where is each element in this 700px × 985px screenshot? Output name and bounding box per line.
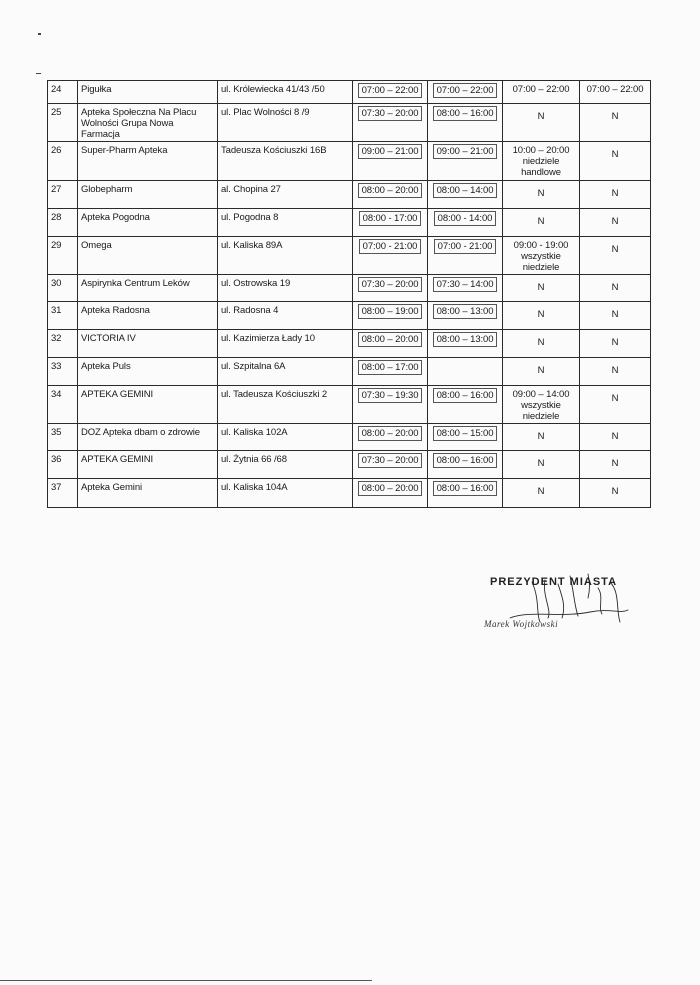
pharmacy-address: ul. Ostrowska 19	[221, 278, 291, 289]
weekday-hours-cell	[353, 358, 428, 386]
row-number: 35	[51, 427, 62, 438]
sunday-special-hours-cell	[503, 330, 580, 358]
sunday-special-hours-cell	[503, 181, 580, 209]
pharmacy-address-cell	[218, 358, 353, 386]
table-row	[48, 237, 651, 275]
row-number: 26	[51, 145, 62, 156]
saturday-hours: 07:00 – 22:00	[433, 83, 498, 98]
pharmacy-address: ul. Królewiecka 41/43 /50	[221, 84, 325, 95]
row-number: 30	[51, 278, 62, 289]
saturday-hours-cell	[428, 81, 503, 104]
pharmacy-name: VICTORIA IV	[81, 333, 136, 344]
pharmacy-name-cell	[78, 142, 218, 181]
sunday-hours: N	[611, 282, 619, 293]
pharmacy-address: ul. Szpitalna 6A	[221, 361, 286, 372]
saturday-hours-cell	[428, 275, 503, 302]
pharmacy-address: ul. Kaliska 104A	[221, 482, 288, 493]
sunday-hours-cell	[580, 424, 651, 451]
table-row	[48, 81, 651, 104]
pharmacy-name-cell	[78, 330, 218, 358]
pharmacy-address: ul. Radosna 4	[221, 305, 279, 316]
pharmacy-name-cell	[78, 358, 218, 386]
row-number: 33	[51, 361, 62, 372]
sunday-hours-cell	[580, 451, 651, 479]
pharmacy-name-cell	[78, 81, 218, 104]
sunday-special-hours: N	[537, 111, 545, 122]
saturday-hours: 07:00 - 21:00	[434, 239, 497, 254]
weekday-hours-cell	[353, 330, 428, 358]
pharmacy-hours-table	[47, 80, 651, 508]
sunday-special-hours: 07:00 – 22:00	[512, 84, 570, 95]
pharmacy-name: Pigułka	[81, 84, 112, 95]
table-row	[48, 142, 651, 181]
weekday-hours: 07:30 – 19:30	[358, 388, 423, 403]
sunday-special-hours: N	[537, 188, 545, 199]
weekday-hours-cell	[353, 275, 428, 302]
weekday-hours: 08:00 – 20:00	[358, 183, 423, 198]
signature-stamp	[470, 552, 660, 642]
saturday-hours-cell	[428, 358, 503, 386]
stamp-title: PREZYDENT MIASTA	[490, 576, 618, 588]
sunday-hours-cell	[580, 479, 651, 508]
sunday-hours: N	[611, 365, 619, 376]
sunday-hours-cell	[580, 104, 651, 142]
pharmacy-name: DOZ Apteka dbam o zdrowie	[81, 427, 200, 438]
sunday-hours-cell	[580, 209, 651, 237]
pharmacy-address: ul. Pogodna 8	[221, 212, 279, 223]
saturday-hours-cell	[428, 142, 503, 181]
row-number-cell	[48, 104, 78, 142]
weekday-hours-cell	[353, 81, 428, 104]
sunday-hours: N	[611, 244, 619, 255]
saturday-hours-cell	[428, 330, 503, 358]
saturday-hours: 08:00 – 16:00	[433, 106, 498, 121]
saturday-hours-cell	[428, 181, 503, 209]
pharmacy-name-cell	[78, 275, 218, 302]
pharmacy-name-cell	[78, 237, 218, 275]
saturday-hours-cell	[428, 237, 503, 275]
pharmacy-address: ul. Żytnia 66 /68	[221, 454, 287, 465]
pharmacy-address-cell	[218, 275, 353, 302]
row-number-cell	[48, 386, 78, 424]
weekday-hours: 08:00 – 20:00	[358, 332, 423, 347]
row-number-cell	[48, 209, 78, 237]
sunday-hours-cell	[580, 358, 651, 386]
weekday-hours: 07:30 – 20:00	[358, 453, 423, 468]
pharmacy-address-cell	[218, 237, 353, 275]
pharmacy-name: Globepharm	[81, 184, 133, 195]
row-number-cell	[48, 451, 78, 479]
weekday-hours-cell	[353, 479, 428, 508]
sunday-special-hours: N	[537, 431, 545, 442]
weekday-hours: 09:00 – 21:00	[358, 144, 423, 159]
table-row	[48, 386, 651, 424]
row-number-cell	[48, 358, 78, 386]
pharmacy-name: Apteka Puls	[81, 361, 131, 372]
pharmacy-name: Super-Pharm Apteka	[81, 145, 168, 156]
row-number: 25	[51, 107, 62, 118]
sunday-special-hours: N	[537, 309, 545, 320]
pharmacy-name: Apteka Radosna	[81, 305, 150, 316]
pharmacy-name: Apteka Społeczna Na Placu Wolności Grupa Nowa Farmacja	[81, 107, 197, 140]
sunday-hours: 07:00 – 22:00	[586, 84, 644, 95]
sunday-special-hours-cell	[503, 386, 580, 424]
pharmacy-name-cell	[78, 104, 218, 142]
pharmacy-name: APTEKA GEMINI	[81, 389, 154, 400]
sunday-special-hours-cell	[503, 237, 580, 275]
weekday-hours-cell	[353, 209, 428, 237]
sunday-special-hours-cell	[503, 358, 580, 386]
row-number: 32	[51, 333, 62, 344]
sunday-special-hours-cell	[503, 451, 580, 479]
pharmacy-address-cell	[218, 104, 353, 142]
row-number-cell	[48, 181, 78, 209]
pharmacy-address: ul. Kaliska 102A	[221, 427, 288, 438]
row-number-cell	[48, 424, 78, 451]
sunday-hours: N	[611, 216, 619, 227]
table-row	[48, 275, 651, 302]
sunday-hours: N	[611, 111, 619, 122]
pharmacy-address-cell	[218, 479, 353, 508]
pharmacy-name: Omega	[81, 240, 112, 251]
scan-speck	[38, 33, 41, 35]
weekday-hours: 07:00 – 22:00	[358, 83, 423, 98]
weekday-hours: 08:00 – 19:00	[358, 304, 423, 319]
weekday-hours: 07:30 – 20:00	[358, 106, 423, 121]
weekday-hours-cell	[353, 302, 428, 330]
row-number: 24	[51, 84, 62, 95]
weekday-hours: 08:00 – 17:00	[358, 360, 423, 375]
table-row	[48, 358, 651, 386]
pharmacy-address: ul. Kaliska 89A	[221, 240, 283, 251]
sunday-special-hours-cell	[503, 104, 580, 142]
sunday-special-hours-cell	[503, 275, 580, 302]
sunday-special-hours-cell	[503, 302, 580, 330]
sunday-hours: N	[611, 188, 619, 199]
pharmacy-address-cell	[218, 424, 353, 451]
row-number: 27	[51, 184, 62, 195]
pharmacy-address-cell	[218, 386, 353, 424]
weekday-hours-cell	[353, 451, 428, 479]
sunday-hours-cell	[580, 142, 651, 181]
weekday-hours-cell	[353, 386, 428, 424]
table-body	[48, 81, 651, 508]
sunday-hours-cell	[580, 81, 651, 104]
pharmacy-name: Apteka Gemini	[81, 482, 143, 493]
saturday-hours-cell	[428, 386, 503, 424]
saturday-hours: 08:00 – 14:00	[433, 183, 498, 198]
sunday-hours-cell	[580, 275, 651, 302]
row-number-cell	[48, 237, 78, 275]
row-number: 36	[51, 454, 62, 465]
pharmacy-address-cell	[218, 330, 353, 358]
sunday-special-hours: 09:00 – 14:00 wszystkie niedziele	[512, 389, 570, 422]
row-number: 29	[51, 240, 62, 251]
pharmacy-name-cell	[78, 451, 218, 479]
table-row	[48, 104, 651, 142]
saturday-hours: 08:00 - 14:00	[434, 211, 497, 226]
sunday-hours-cell	[580, 237, 651, 275]
pharmacy-address: al. Chopina 27	[221, 184, 281, 195]
weekday-hours-cell	[353, 424, 428, 451]
pharmacy-name: Aspirynka Centrum Leków	[81, 278, 190, 289]
sunday-hours-cell	[580, 386, 651, 424]
pharmacy-address-cell	[218, 81, 353, 104]
sunday-hours-cell	[580, 181, 651, 209]
pharmacy-address: ul. Plac Wolności 8 /9	[221, 107, 310, 118]
saturday-hours-cell	[428, 424, 503, 451]
sunday-hours: N	[611, 458, 619, 469]
saturday-hours-cell	[428, 209, 503, 237]
pharmacy-name-cell	[78, 209, 218, 237]
table-row	[48, 209, 651, 237]
table-row	[48, 302, 651, 330]
pharmacy-name-cell	[78, 386, 218, 424]
sunday-hours-cell	[580, 330, 651, 358]
pharmacy-name: Apteka Pogodna	[81, 212, 150, 223]
row-number-cell	[48, 302, 78, 330]
row-number: 28	[51, 212, 62, 223]
pharmacy-name-cell	[78, 181, 218, 209]
pharmacy-name-cell	[78, 302, 218, 330]
sunday-special-hours: N	[537, 458, 545, 469]
pharmacy-name-cell	[78, 479, 218, 508]
row-number-cell	[48, 275, 78, 302]
sunday-special-hours: N	[537, 337, 545, 348]
pharmacy-address-cell	[218, 142, 353, 181]
saturday-hours-cell	[428, 479, 503, 508]
saturday-hours: 08:00 – 13:00	[433, 304, 498, 319]
saturday-hours: 08:00 – 15:00	[433, 426, 498, 441]
sunday-special-hours: 09:00 - 19:00 wszystkie niedziele	[513, 240, 569, 273]
saturday-hours: 07:30 – 14:00	[433, 277, 498, 292]
pharmacy-name: APTEKA GEMINI	[81, 454, 154, 465]
row-number: 37	[51, 482, 62, 493]
sunday-hours: N	[611, 337, 619, 348]
saturday-hours: 09:00 – 21:00	[433, 144, 498, 159]
weekday-hours-cell	[353, 142, 428, 181]
sunday-hours: N	[611, 393, 619, 404]
weekday-hours: 08:00 – 20:00	[358, 481, 423, 496]
sunday-special-hours: 10:00 – 20:00 niedziele handlowe	[512, 145, 570, 178]
weekday-hours: 08:00 - 17:00	[359, 211, 422, 226]
pharmacy-address: ul. Kazimierza Łady 10	[221, 333, 315, 344]
saturday-hours-cell	[428, 302, 503, 330]
table-row	[48, 181, 651, 209]
pharmacy-name-cell	[78, 424, 218, 451]
pharmacy-address: ul. Tadeusza Kościuszki 2	[221, 389, 328, 400]
sunday-hours-cell	[580, 302, 651, 330]
sunday-special-hours-cell	[503, 142, 580, 181]
table-row	[48, 451, 651, 479]
saturday-hours: 08:00 – 13:00	[433, 332, 498, 347]
weekday-hours-cell	[353, 237, 428, 275]
saturday-hours: 08:00 – 16:00	[433, 453, 498, 468]
sunday-special-hours: N	[537, 486, 545, 497]
weekday-hours: 08:00 – 20:00	[358, 426, 423, 441]
weekday-hours-cell	[353, 104, 428, 142]
sunday-special-hours: N	[537, 365, 545, 376]
row-number: 34	[51, 389, 62, 400]
saturday-hours: 08:00 – 16:00	[433, 388, 498, 403]
sunday-special-hours: N	[537, 216, 545, 227]
sunday-hours: N	[611, 309, 619, 320]
stamp-signer: Marek Wojtkowski	[484, 619, 559, 629]
sunday-special-hours-cell	[503, 479, 580, 508]
pharmacy-address-cell	[218, 181, 353, 209]
row-number-cell	[48, 330, 78, 358]
row-number-cell	[48, 479, 78, 508]
sunday-hours: N	[611, 431, 619, 442]
table-row	[48, 424, 651, 451]
pharmacy-address-cell	[218, 451, 353, 479]
sunday-special-hours-cell	[503, 424, 580, 451]
pharmacy-address-cell	[218, 209, 353, 237]
row-number-cell	[48, 81, 78, 104]
scan-speck	[36, 73, 41, 74]
row-number: 31	[51, 305, 62, 316]
weekday-hours-cell	[353, 181, 428, 209]
weekday-hours: 07:30 – 20:00	[358, 277, 423, 292]
table-row	[48, 330, 651, 358]
sunday-hours: N	[611, 149, 619, 160]
sunday-special-hours: N	[537, 282, 545, 293]
sunday-special-hours-cell	[503, 81, 580, 104]
saturday-hours: 08:00 – 16:00	[433, 481, 498, 496]
sunday-hours: N	[611, 486, 619, 497]
sunday-special-hours-cell	[503, 209, 580, 237]
weekday-hours: 07:00 - 21:00	[359, 239, 422, 254]
table-row	[48, 479, 651, 508]
saturday-hours-cell	[428, 104, 503, 142]
saturday-hours-cell	[428, 451, 503, 479]
pharmacy-address: Tadeusza Kościuszki 16B	[221, 145, 327, 156]
footer-rule	[0, 980, 372, 981]
row-number-cell	[48, 142, 78, 181]
pharmacy-address-cell	[218, 302, 353, 330]
